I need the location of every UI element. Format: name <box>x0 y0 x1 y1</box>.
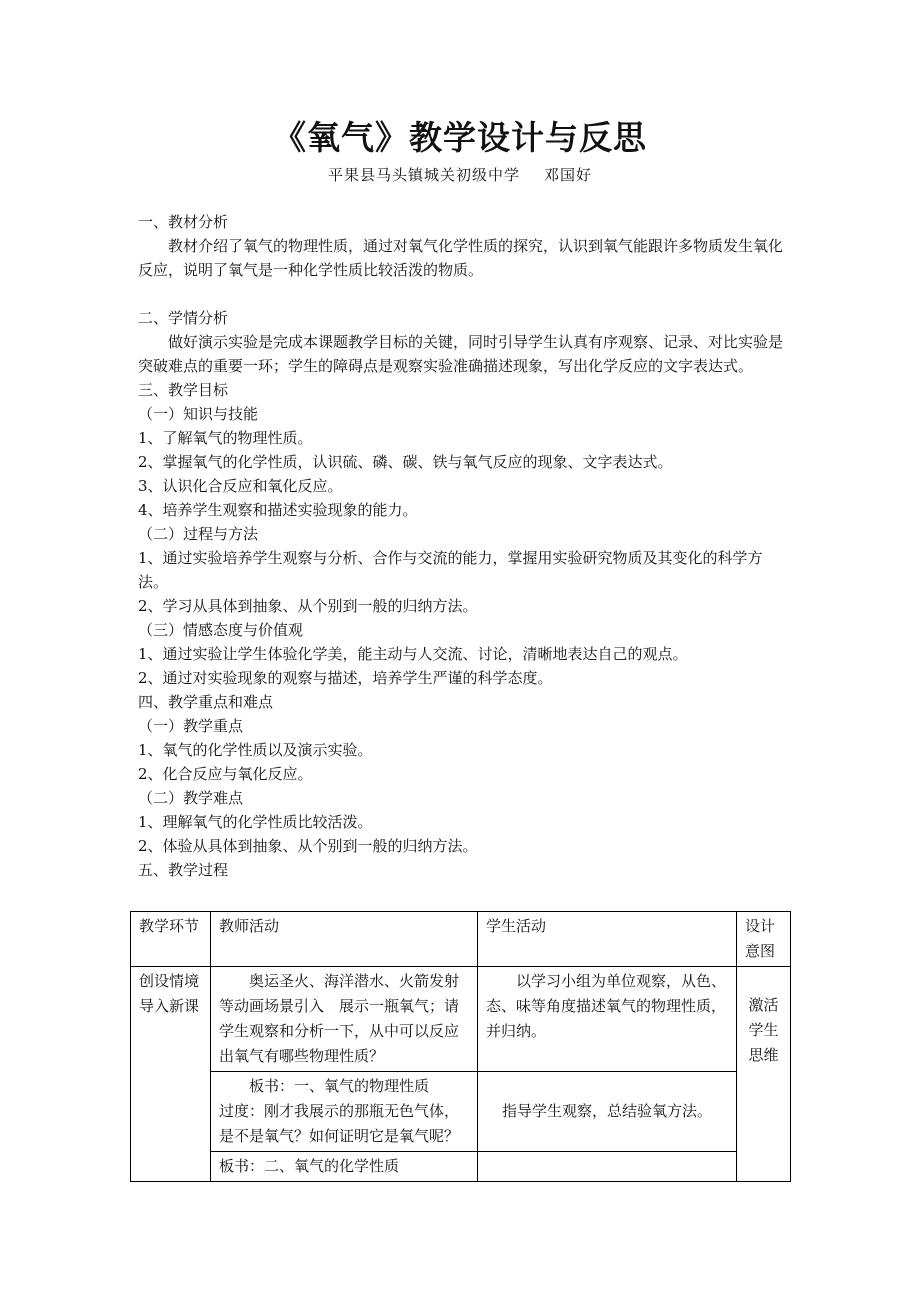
list-item: 1、理解氧气的化学性质比较活泼。 <box>138 813 373 831</box>
section-heading: 四、教学重点和难点 <box>138 693 274 711</box>
author-line <box>0 164 920 185</box>
author-school: 平果县马头镇城关初级中学 <box>327 166 520 184</box>
header-cell: 教学环节 <box>131 912 211 967</box>
list-item: 1、通过实验让学生体验化学美，能主动与人交流、讨论，清晰地表达自己的观点。 <box>138 645 688 663</box>
list-item: 4、培养学生观察和描述实验现象的能力。 <box>138 501 418 519</box>
list-item: 2、掌握氧气的化学性质，认识硫、磷、碳、铁与氧气反应的现象、文字表达式。 <box>138 453 673 471</box>
board-note: 板书：一、氧气的物理性质 <box>249 1077 430 1095</box>
list-item: 1、了解氧气的物理性质。 <box>138 429 313 447</box>
list-item: 1、氧气的化学性质以及演示实验。 <box>138 741 373 759</box>
table-header-row <box>131 912 791 967</box>
subsection-heading: （二）教学难点 <box>138 789 244 807</box>
table-row <box>131 967 791 1072</box>
subsection-heading: （一）知识与技能 <box>138 405 259 423</box>
list-item: 3、认识化合反应和氧化反应。 <box>138 477 343 495</box>
header-cell: 教师活动 <box>211 912 478 967</box>
paragraph: 教材介绍了氧气的物理性质，通过对氧气化学性质的探究，认识到氧气能跟许多物质发生氧化反应，说明了氧气是一种化学性质比较活泼的物质。 <box>138 237 784 279</box>
teaching-process-table <box>130 911 791 1182</box>
section-heading: 二、学情分析 <box>138 309 229 327</box>
table-row <box>131 1072 791 1152</box>
subsection-heading: （二）过程与方法 <box>138 525 259 543</box>
teacher-cell: 板书：二、氧气的化学性质 <box>211 1152 478 1182</box>
paragraph: 做好演示实验是完成本课题教学目标的关键，同时引导学生认真有序观察、记录、对比实验是突破难点的重要一环；学生的障碍点是观察实验准确描述现象，写出化学反应的文字表达式。 <box>138 333 784 375</box>
list-item: 2、化合反应与氧化反应。 <box>138 765 313 783</box>
table-row <box>131 1152 791 1182</box>
student-cell: 以学习小组为单位观察，从色、态、味等角度描述氧气的物理性质，并归纳。 <box>478 967 737 1072</box>
subsection-heading: （一）教学重点 <box>138 717 244 735</box>
intent-cell: 激活学生思维 <box>737 967 791 1182</box>
subsection-heading: （三）情感态度与价值观 <box>138 621 304 639</box>
author-name: 邓国好 <box>544 166 593 184</box>
header-cell: 设计意图 <box>737 912 791 967</box>
section-heading: 一、教材分析 <box>138 213 229 231</box>
teacher-cell: 奥运圣火、海洋潜水、火箭发射等动画场景引入 展示一瓶氧气；请学生观察和分析一下，从中可以反应出氧气有哪些物理性质？ <box>211 967 478 1072</box>
student-cell <box>478 1152 737 1182</box>
stage-cell: 创设情境导入新课 <box>131 967 211 1182</box>
list-item: 2、通过对实验现象的观察与描述，培养学生严谨的科学态度。 <box>138 669 553 687</box>
list-item: 2、体验从具体到抽象、从个别到一般的归纳方法。 <box>138 837 478 855</box>
list-item: 2、学习从具体到抽象、从个别到一般的归纳方法。 <box>138 597 478 615</box>
header-cell: 学生活动 <box>478 912 737 967</box>
section-heading: 三、教学目标 <box>138 381 229 399</box>
list-item: 1、通过实验培养学生观察与分析、合作与交流的能力，掌握用实验研究物质及其变化的科学方法。 <box>138 549 763 591</box>
section-heading: 五、教学过程 <box>138 861 229 879</box>
document-body <box>138 210 783 882</box>
document-title: 《氧气》教学设计与反思 <box>273 118 647 157</box>
transition-note: 过度：刚才我展示的那瓶无色气体，是不是氧气？如何证明它是氧气呢？ <box>219 1102 460 1145</box>
student-cell: 指导学生观察，总结验氧方法。 <box>478 1072 737 1152</box>
teacher-cell <box>211 1072 478 1152</box>
